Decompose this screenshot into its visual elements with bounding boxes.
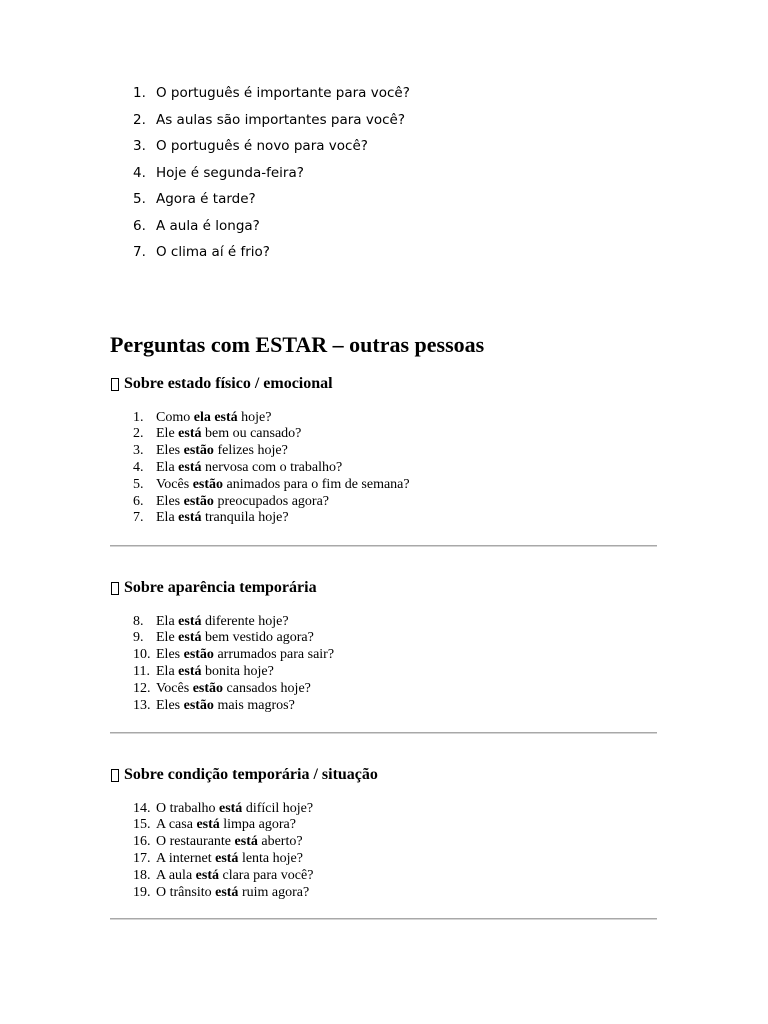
question-text-start: A aula <box>156 867 196 883</box>
question-number: 4. <box>133 164 146 181</box>
question-number: 10. <box>133 647 151 663</box>
question-verb-bold: estão <box>192 680 224 696</box>
intro-question-list <box>110 80 650 266</box>
question-number: 4. <box>133 459 144 475</box>
question-number: 1. <box>133 85 146 101</box>
question-item <box>110 443 650 460</box>
question-text-start: Ele <box>156 630 179 646</box>
question-text-end: tranquila hoje? <box>201 510 289 526</box>
question-text: Hoje é segunda-feira? <box>156 164 304 181</box>
question-text <box>156 460 342 477</box>
question-number: 7. <box>133 244 146 260</box>
section-heading <box>110 375 333 393</box>
question-verb-bold: está <box>218 800 243 816</box>
question-number: 14. <box>133 800 151 816</box>
question-text-start: Como <box>156 409 194 425</box>
question-number: 5. <box>133 476 144 492</box>
question-number: 8. <box>133 613 144 629</box>
question-text-start: Ele <box>156 426 179 442</box>
question-text <box>156 681 311 698</box>
question-text-end: hoje? <box>237 409 272 425</box>
question-number: 7. <box>133 510 144 526</box>
question-text-start: Eles <box>156 697 184 713</box>
question-text: O português é importante para você? <box>156 85 410 101</box>
question-number: 18. <box>133 867 151 883</box>
question-text <box>156 494 329 511</box>
section-heading <box>110 766 378 784</box>
question-item <box>110 647 650 664</box>
question-text <box>156 647 334 664</box>
missing-glyph-icon <box>111 582 119 595</box>
question-text-end: mais magros? <box>213 697 295 713</box>
question-text-start: Vocês <box>156 680 193 696</box>
question-number: 15. <box>133 817 151 833</box>
question-item <box>110 868 650 885</box>
question-verb-bold: está <box>178 426 202 442</box>
section-question-list <box>110 801 650 902</box>
question-text-end: aberto? <box>257 834 303 850</box>
question-item <box>110 664 650 681</box>
question-item <box>110 614 650 631</box>
question-verb-bold: está <box>215 850 239 866</box>
section-divider <box>110 732 657 734</box>
question-item <box>110 817 650 834</box>
question-text <box>156 510 289 527</box>
question-text <box>156 801 313 818</box>
question-text-end: animados para o fim de semana? <box>223 476 410 492</box>
question-text <box>156 630 314 647</box>
question-text-end: bonita hoje? <box>201 663 274 679</box>
question-text-end: ruim agora? <box>238 884 310 900</box>
question-verb-bold: está <box>195 867 219 883</box>
question-item <box>110 698 650 715</box>
question-number: 6. <box>133 493 144 509</box>
question-text-end: nervosa com o trabalho? <box>201 459 343 475</box>
question-text <box>156 885 309 902</box>
question-text: As aulas são importantes para você? <box>156 111 406 128</box>
question-text-start: Eles <box>156 493 184 509</box>
question-item <box>110 885 650 902</box>
section-question-list <box>110 614 650 715</box>
question-text <box>156 664 274 681</box>
question-number: 6. <box>133 217 146 234</box>
question-text-start: Ela <box>156 613 179 629</box>
question-text-end: arrumados para sair? <box>213 647 335 663</box>
question-item <box>110 510 650 527</box>
intro-question-item <box>110 160 650 187</box>
question-text <box>156 868 313 885</box>
question-item <box>110 681 650 698</box>
section-divider <box>110 918 657 920</box>
question-item <box>110 851 650 868</box>
question-verb-bold: estão <box>192 476 224 492</box>
question-text-start: Ela <box>156 663 179 679</box>
intro-question-item <box>110 80 650 107</box>
question-text-start: A internet <box>156 850 216 866</box>
question-text-end: difícil hoje? <box>242 800 314 816</box>
question-verb-bold: está <box>178 510 202 526</box>
intro-question-item <box>110 239 650 266</box>
intro-question-item <box>110 186 650 213</box>
question-number: 5. <box>133 191 146 207</box>
question-text-start: Ela <box>156 459 179 475</box>
question-text <box>156 443 288 460</box>
question-verb-bold: estão <box>183 493 214 509</box>
question-text: A aula é longa? <box>156 217 260 234</box>
question-text-end: lenta hoje? <box>238 850 303 866</box>
section-heading-text: Sobre estado físico / emocional <box>124 375 333 392</box>
section-divider <box>110 545 657 547</box>
question-number: 11. <box>133 663 150 679</box>
question-item <box>110 834 650 851</box>
question-number: 2. <box>133 111 146 128</box>
question-text-start: A casa <box>156 817 197 833</box>
question-text <box>156 426 301 443</box>
question-text <box>156 834 303 851</box>
question-verb-bold: está <box>196 817 220 833</box>
question-text-end: diferente hoje? <box>201 613 289 629</box>
question-item <box>110 426 650 443</box>
missing-glyph-icon <box>111 769 119 782</box>
question-text-end: bem ou cansado? <box>201 426 302 442</box>
question-text-end: felizes hoje? <box>213 443 288 459</box>
question-text-start: Eles <box>156 647 184 663</box>
question-text-end: preocupados agora? <box>213 493 329 509</box>
question-verb-bold: estão <box>183 697 214 713</box>
question-verb-bold: estão <box>183 443 214 459</box>
question-item <box>110 460 650 477</box>
question-text-end: cansados hoje? <box>223 680 311 696</box>
question-number: 12. <box>133 680 151 696</box>
question-number: 9. <box>133 630 144 646</box>
question-text-end: clara para você? <box>218 867 314 883</box>
question-number: 1. <box>133 409 144 425</box>
section-heading-text: Sobre condição temporária / situação <box>124 766 378 783</box>
question-text <box>156 817 296 834</box>
question-text <box>156 410 272 427</box>
question-verb-bold: estão <box>183 647 214 663</box>
intro-question-item <box>110 213 650 240</box>
question-item <box>110 477 650 494</box>
question-text-end: bem vestido agora? <box>201 630 314 646</box>
question-text: O clima aí é frio? <box>156 244 270 260</box>
question-text-start: O trânsito <box>156 884 216 900</box>
missing-glyph-icon <box>111 378 119 391</box>
question-verb-bold: ela está <box>193 409 238 425</box>
question-number: 17. <box>133 850 151 866</box>
question-item <box>110 630 650 647</box>
question-text-start: Vocês <box>156 476 193 492</box>
question-item <box>110 410 650 427</box>
question-text-start: O trabalho <box>156 800 219 816</box>
question-text-start: O restaurante <box>156 834 235 850</box>
question-number: 3. <box>133 138 146 154</box>
question-verb-bold: está <box>178 613 202 629</box>
question-number: 16. <box>133 834 151 850</box>
question-text-start: Ela <box>156 510 179 526</box>
question-text <box>156 698 295 715</box>
question-text <box>156 477 410 494</box>
question-number: 13. <box>133 697 151 713</box>
intro-question-item <box>110 107 650 134</box>
question-number: 3. <box>133 443 144 459</box>
question-item <box>110 494 650 511</box>
question-item <box>110 801 650 818</box>
question-text <box>156 851 303 868</box>
question-text-end: limpa agora? <box>219 817 296 833</box>
question-text: Agora é tarde? <box>156 191 256 207</box>
intro-question-item <box>110 133 650 160</box>
question-text <box>156 614 289 631</box>
question-verb-bold: está <box>178 663 202 679</box>
section-heading-text: Sobre aparência temporária <box>124 579 317 596</box>
question-verb-bold: está <box>215 884 239 900</box>
section-question-list <box>110 410 650 528</box>
question-verb-bold: está <box>178 459 202 475</box>
question-verb-bold: está <box>234 834 258 850</box>
page-title: Perguntas com ESTAR – outras pessoas <box>110 332 485 357</box>
question-number: 2. <box>133 426 144 442</box>
question-number: 19. <box>133 884 151 900</box>
question-verb-bold: está <box>178 630 202 646</box>
question-text: O português é novo para você? <box>156 138 368 154</box>
section-heading <box>110 579 317 597</box>
question-text-start: Eles <box>156 443 184 459</box>
